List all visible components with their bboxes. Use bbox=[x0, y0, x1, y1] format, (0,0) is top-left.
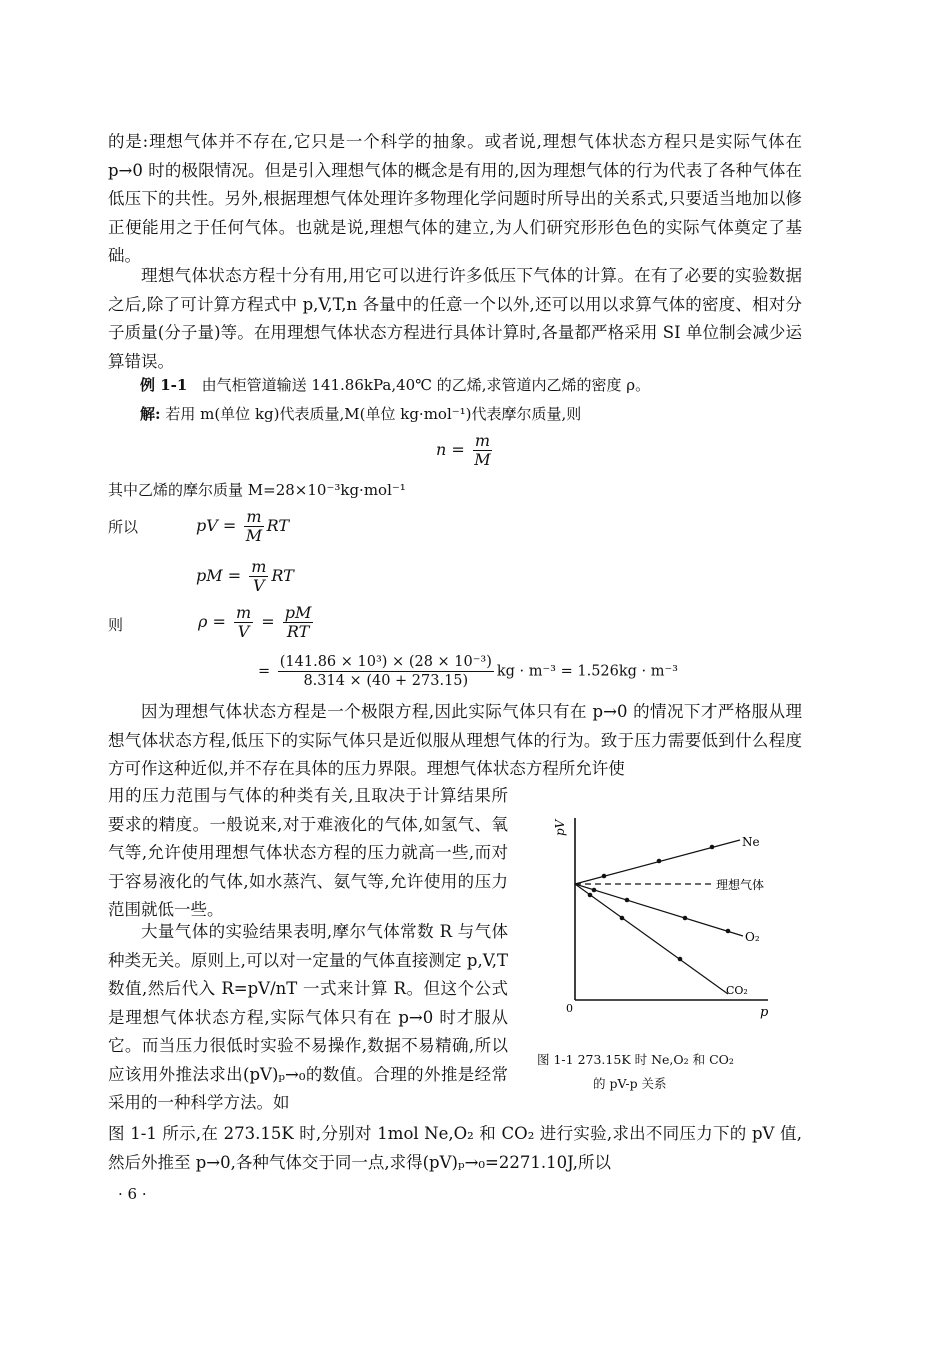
o2-point bbox=[625, 898, 630, 903]
solution-text: 若用 m(单位 kg)代表质量,M(单位 kg·mol⁻¹)代表摩尔质量,则 bbox=[165, 405, 582, 423]
page-number: · 6 · bbox=[118, 1185, 147, 1203]
equation-n-m-over-M bbox=[436, 432, 495, 469]
eq3-tail: RT bbox=[271, 566, 294, 585]
eq2-num: m bbox=[246, 507, 262, 526]
label-ze: 则 bbox=[108, 616, 124, 634]
eq4-den1: V bbox=[237, 622, 250, 641]
solution-label: 解: bbox=[140, 405, 161, 423]
example-label: 例 1-1 bbox=[140, 376, 188, 394]
co2-line bbox=[575, 884, 728, 994]
eq3-den: V bbox=[253, 576, 265, 595]
eq4-num2: pM bbox=[284, 603, 312, 622]
equation-pM bbox=[196, 558, 294, 595]
eq2-lhs: pV = bbox=[196, 516, 237, 535]
equation-pV bbox=[196, 508, 289, 545]
co2-point bbox=[678, 957, 683, 962]
eq4-lhs: ρ = bbox=[198, 612, 226, 631]
eq3-lhs: pM = bbox=[196, 566, 242, 585]
eq5-lhs: = bbox=[258, 663, 271, 680]
equation-rho-numeric bbox=[258, 653, 678, 690]
paragraph-pressure-range: 用的压力范围与气体的种类有关,且取决于计算结果所要求的精度。一般说来,对于难液化的气体,如氢气、氧气等,允许使用理想气体状态方程的压力就高一些,而对于容易液化的气体,如水蒸汽、氨气等,允许使用的压力范围就低一些。 bbox=[108, 786, 508, 919]
solution-line bbox=[140, 402, 581, 426]
ne-point bbox=[710, 845, 715, 850]
co2-label: CO₂ bbox=[726, 984, 748, 997]
co2-point bbox=[620, 916, 625, 921]
equation-rho bbox=[198, 604, 316, 641]
o2-point bbox=[683, 916, 688, 921]
x-axis-label: p bbox=[760, 1005, 769, 1020]
ne-point bbox=[657, 859, 662, 864]
eq5-tail: kg · m⁻³ = 1.526kg · m⁻³ bbox=[496, 663, 678, 680]
ne-label: Ne bbox=[742, 835, 760, 849]
paragraph-ideal-gas-usefulness: 理想气体状态方程十分有用,用它可以进行许多低压下气体的计算。在有了必要的实验数据之后,除了可计算方程式中 p,V,T,n 各量中的任意一个以外,还可以用以求算气体的密度、相对分子质量(分子量)等。在用理想气体状态方程进行具体计算时,各量都严格采用 SI 单位制会减少运算错误。 bbox=[108, 266, 802, 371]
eq4-den2: RT bbox=[286, 622, 310, 641]
origin-label: 0 bbox=[566, 1002, 573, 1015]
paragraph-extrapolation: 大量气体的实验结果表明,摩尔气体常数 R 与气体种类无关。原则上,可以对一定量的气体直接测定 p,V,T 数值,然后代入 R=pV/nT 一式来计算 R。但这个公式是理想气体状态方程,实际气体只有在 p→0 时才服从它。而当压力很低时实验不易操作,数据不易精确,所以应该用外推法求出(pV)ₚ→₀的数值。合理的外推是经常采用的一种科学方法。如 bbox=[108, 922, 508, 1112]
eq2-den: M bbox=[245, 526, 263, 545]
eq5-num: (141.86 × 10³) × (28 × 10⁻³) bbox=[279, 654, 492, 670]
eq1-den: M bbox=[474, 450, 491, 469]
eq3-num: m bbox=[251, 557, 267, 576]
example-text: 由气柜管道输送 141.86kPa,40℃ 的乙烯,求管道内乙烯的密度 ρ。 bbox=[201, 376, 651, 394]
o2-point bbox=[592, 888, 597, 893]
y-axis-label: pV bbox=[553, 819, 567, 836]
paragraph-figure-reference: 图 1-1 所示,在 273.15K 时,分别对 1mol Ne,O₂ 和 CO₂ 进行实验,求出不同压力下的 pV 值,然后外推至 p→0,各种气体交于同一点,求得(pV)ₚ→₀=2271.10J,所以 bbox=[108, 1124, 802, 1172]
molar-mass-line: 其中乙烯的摩尔质量 M=28×10⁻³kg·mol⁻¹ bbox=[108, 481, 406, 499]
paragraph-limit-equation: 因为理想气体状态方程是一个极限方程,因此实际气体只有在 p→0 的情况下才严格服从理想气体状态方程,低压下的实际气体只是近似服从理想气体的行为。致于压力需要低到什么程度方可作这种近似,并不存在具体的压力界限。理想气体状态方程所允许使 bbox=[108, 702, 802, 778]
o2-label: O₂ bbox=[745, 930, 760, 944]
eq5-den: 8.314 × (40 + 273.15) bbox=[303, 673, 469, 689]
figure-caption bbox=[537, 1048, 734, 1096]
eq4-num1: m bbox=[236, 603, 252, 622]
eq1-lhs: n = bbox=[436, 440, 465, 459]
eq4-mid: = bbox=[261, 612, 275, 631]
ideal-gas-label: 理想气体 bbox=[716, 878, 765, 892]
example-1-1 bbox=[140, 373, 650, 397]
co2-point bbox=[588, 893, 593, 898]
eq1-num: m bbox=[474, 431, 491, 450]
figure-caption-line2: 的 pV-p 关系 bbox=[593, 1076, 667, 1091]
eq2-tail: RT bbox=[266, 516, 289, 535]
ne-point bbox=[602, 874, 607, 879]
figure-caption-line1: 图 1-1 273.15K 时 Ne,O₂ 和 CO₂ bbox=[537, 1052, 734, 1067]
paragraph-ideal-gas-abstraction: 的是:理想气体并不存在,它只是一个科学的抽象。或者说,理想气体状态方程只是实际气体在 p→0 时的极限情况。但是引入理想气体的概念是有用的,因为理想气体的行为代表了各种气体在低压下的共性。另外,根据理想气体处理许多物理化学问题时所导出的关系式,只要适当地加以修正便能用之于任何气体。也就是说,理想气体的建立,为人们研究形形色色的实际气体奠定了基础。 bbox=[108, 132, 802, 265]
o2-point bbox=[726, 929, 731, 934]
figure-pV-p-plot bbox=[528, 810, 778, 1025]
label-suoyi: 所以 bbox=[108, 518, 139, 536]
